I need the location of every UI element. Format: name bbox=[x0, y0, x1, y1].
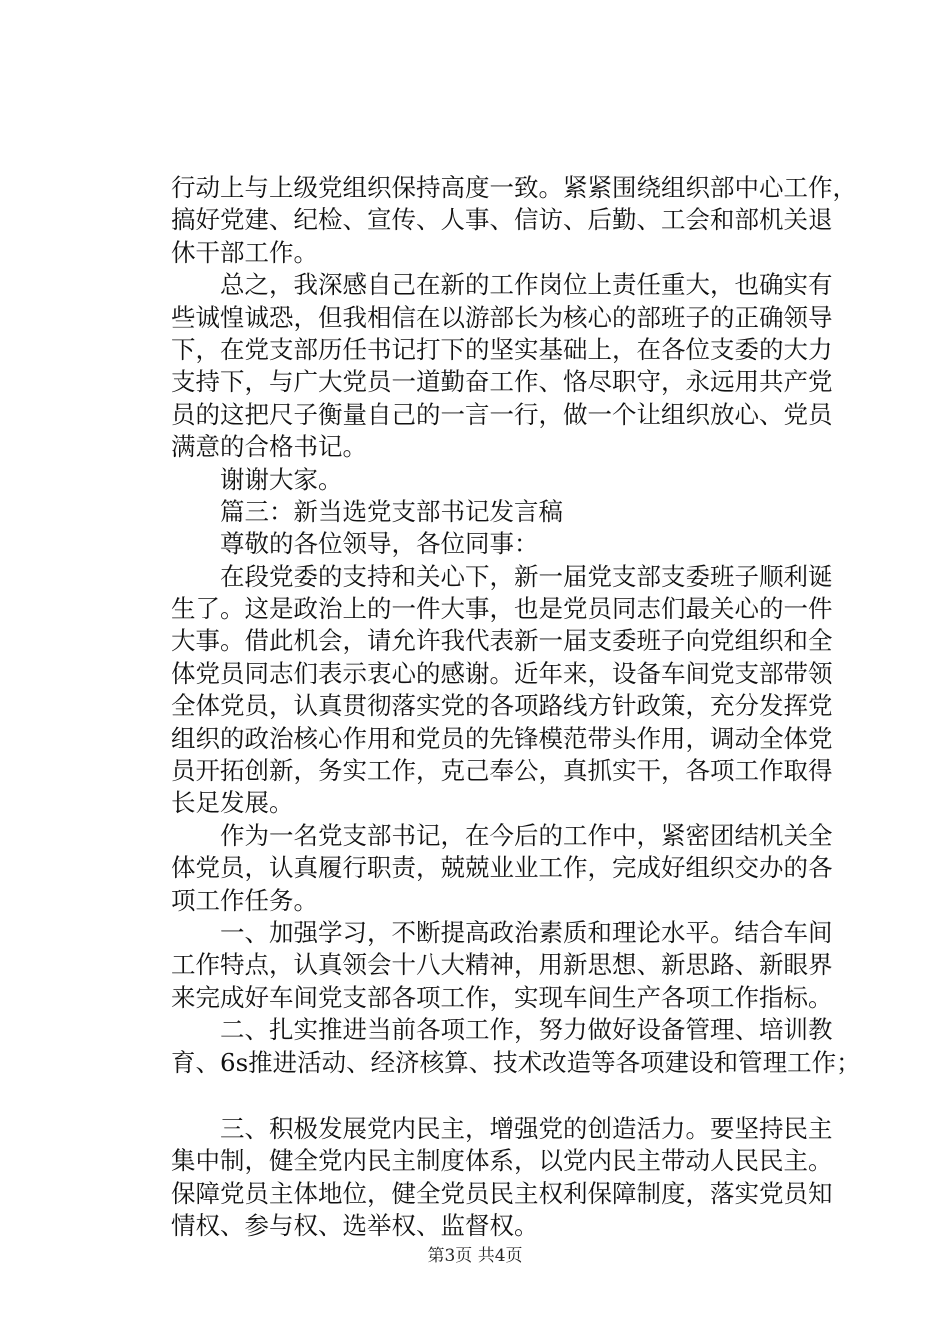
text-line: 体党员，认真履行职责，兢兢业业工作，完成好组织交办的各 bbox=[171, 853, 833, 883]
text-line: 员开拓创新，务实工作，克己奉公，真抓实干，各项工作取得 bbox=[171, 756, 833, 786]
text-line: 搞好党建、纪检、宣传、人事、信访、后勤、工会和部机关退 bbox=[171, 205, 833, 235]
text-line: 工作特点，认真领会十八大精神，用新思想、新思路、新眼界 bbox=[171, 950, 833, 980]
page-number-footer: 第3页 共4页 bbox=[427, 1246, 523, 1266]
text-line: 满意的合格书记。 bbox=[171, 432, 367, 462]
text-line: 一、加强学习，不断提高政治素质和理论水平。结合车间 bbox=[171, 917, 833, 947]
text-line: 组织的政治核心作用和党员的先锋模范带头作用，调动全体党 bbox=[171, 723, 833, 753]
text-line: 员的这把尺子衡量自己的一言一行，做一个让组织放心、党员 bbox=[171, 399, 833, 429]
text-line: 下，在党支部历任书记打下的坚实基础上，在各位支委的大力 bbox=[171, 334, 833, 364]
text-line: 总之，我深感自己在新的工作岗位上责任重大，也确实有 bbox=[171, 270, 833, 300]
document-body bbox=[171, 172, 861, 1243]
salutation: 尊敬的各位领导，各位同事： bbox=[171, 529, 539, 559]
text-line: 行动上与上级党组织保持高度一致。紧紧围绕组织部中心工作， bbox=[171, 173, 857, 202]
text-line: 三、积极发展党内民主，增强党的创造活力。要坚持民主 bbox=[171, 1113, 833, 1143]
text-line: 集中制，健全党内民主制度体系，以党内民主带动人民民主。 bbox=[171, 1146, 833, 1176]
text-line: 谢谢大家。 bbox=[171, 464, 343, 494]
text-line: 长足发展。 bbox=[171, 788, 294, 818]
text-line: 二、扎实推进当前各项工作，努力做好设备管理、培训教 bbox=[171, 1015, 833, 1045]
text-line: 作为一名党支部书记，在今后的工作中，紧密团结机关全 bbox=[171, 820, 833, 850]
text-line: 育、6s推进活动、经济核算、技术改造等各项建设和管理工作； bbox=[171, 1047, 861, 1077]
text-line: 情权、参与权、选举权、监督权。 bbox=[171, 1211, 539, 1241]
text-line: 支持下，与广大党员一道勤奋工作、恪尽职守，永远用共产党 bbox=[171, 367, 833, 397]
blank-line bbox=[171, 1079, 789, 1113]
text-line: 全体党员，认真贯彻落实党的各项路线方针政策，充分发挥党 bbox=[171, 691, 833, 721]
text-line: 大事。借此机会，请允许我代表新一届支委班子向党组织和全 bbox=[171, 626, 833, 656]
text-line: 来完成好车间党支部各项工作，实现车间生产各项工作指标。 bbox=[171, 982, 833, 1012]
text-line: 休干部工作。 bbox=[171, 237, 318, 267]
text-line: 项工作任务。 bbox=[171, 885, 318, 915]
text-line: 体党员同志们表示衷心的感谢。近年来，设备车间党支部带领 bbox=[171, 658, 833, 688]
section-heading: 篇三：新当选党支部书记发言稿 bbox=[171, 496, 563, 526]
text-line: 些诚惶诚恐，但我相信在以游部长为核心的部班子的正确领导 bbox=[171, 302, 833, 332]
text-line: 生了。这是政治上的一件大事，也是党员同志们最关心的一件 bbox=[171, 594, 833, 624]
text-line: 在段党委的支持和关心下，新一届党支部支委班子顺利诞 bbox=[171, 561, 833, 591]
text-line: 保障党员主体地位，健全党员民主权利保障制度，落实党员知 bbox=[171, 1178, 833, 1208]
